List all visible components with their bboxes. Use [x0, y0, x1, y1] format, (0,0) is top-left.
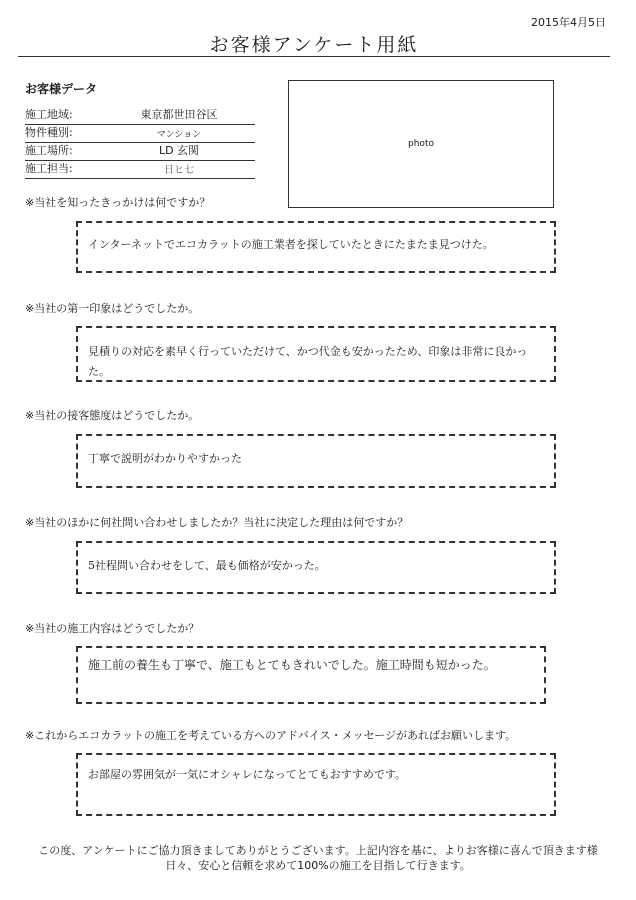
footer-message — [0, 843, 636, 873]
customer-data-heading: お客様データ — [25, 82, 98, 96]
footer-line-2: 日々、安心と信頼を求めて100%の施工を目指して行きます。 — [165, 859, 471, 872]
customer-data-table — [25, 107, 255, 179]
question-3: ※当社の接客態度はどうでしたか。 — [25, 409, 200, 422]
question-1: ※当社を知ったきっかけは何ですか？ — [25, 196, 211, 209]
info-label: 施工場所: — [25, 144, 73, 157]
info-row-location — [25, 143, 255, 161]
answer-2: 見積りの対応を素早く行っていただけて、かつ代金も安かったため、印象は非常に良かった。 — [76, 326, 556, 382]
answer-5: 施工前の養生も丁寧で、施工もとてもきれいでした。施工時間も短かった。 — [76, 646, 546, 704]
question-6: ※これからエコカラットの施工を考えている方へのアドバイス・メッセージがあればお願いします。 — [25, 729, 517, 742]
survey-date: 2015年4月5日 — [531, 16, 606, 29]
info-value: 東京都世田谷区 — [140, 108, 218, 121]
info-label: 施工担当: — [25, 162, 73, 175]
answer-6: お部屋の雰囲気が一気にオシャレになってとてもおすすめです。 — [76, 753, 556, 816]
answer-1: インターネットでエコカラットの施工業者を探していたときにたまたま見つけた。 — [76, 221, 556, 273]
info-row-staff — [25, 161, 255, 179]
question-2: ※当社の第一印象はどうでしたか。 — [25, 302, 200, 315]
info-value: 日ヒ七 — [164, 165, 194, 176]
answer-4: 5社程問い合わせをして、最も価格が安かった。 — [76, 541, 556, 594]
info-row-property-type — [25, 125, 255, 143]
title-underline — [18, 56, 610, 57]
info-value: マンション — [156, 130, 202, 140]
footer-line-1: この度、アンケートにご協力頂きましてありがとうございます。上記内容を基に、よりお客様に喜んで頂きます様 — [38, 844, 598, 857]
photo-label: photo — [408, 139, 434, 149]
info-value: LD 玄関 — [158, 144, 200, 157]
question-5: ※当社の施工内容はどうでしたか？ — [25, 622, 200, 635]
page-title: お客様アンケート用紙 — [209, 34, 419, 56]
photo-placeholder — [288, 80, 554, 208]
info-label: 施工地域: — [25, 108, 73, 121]
answer-3: 丁寧で説明がわかりやすかった — [76, 434, 556, 488]
info-label: 物件種別: — [25, 126, 73, 139]
question-4: ※当社のほかに何社問い合わせしましたか？当社に決定した理由は何ですか？ — [25, 516, 409, 529]
info-row-area — [25, 107, 255, 125]
